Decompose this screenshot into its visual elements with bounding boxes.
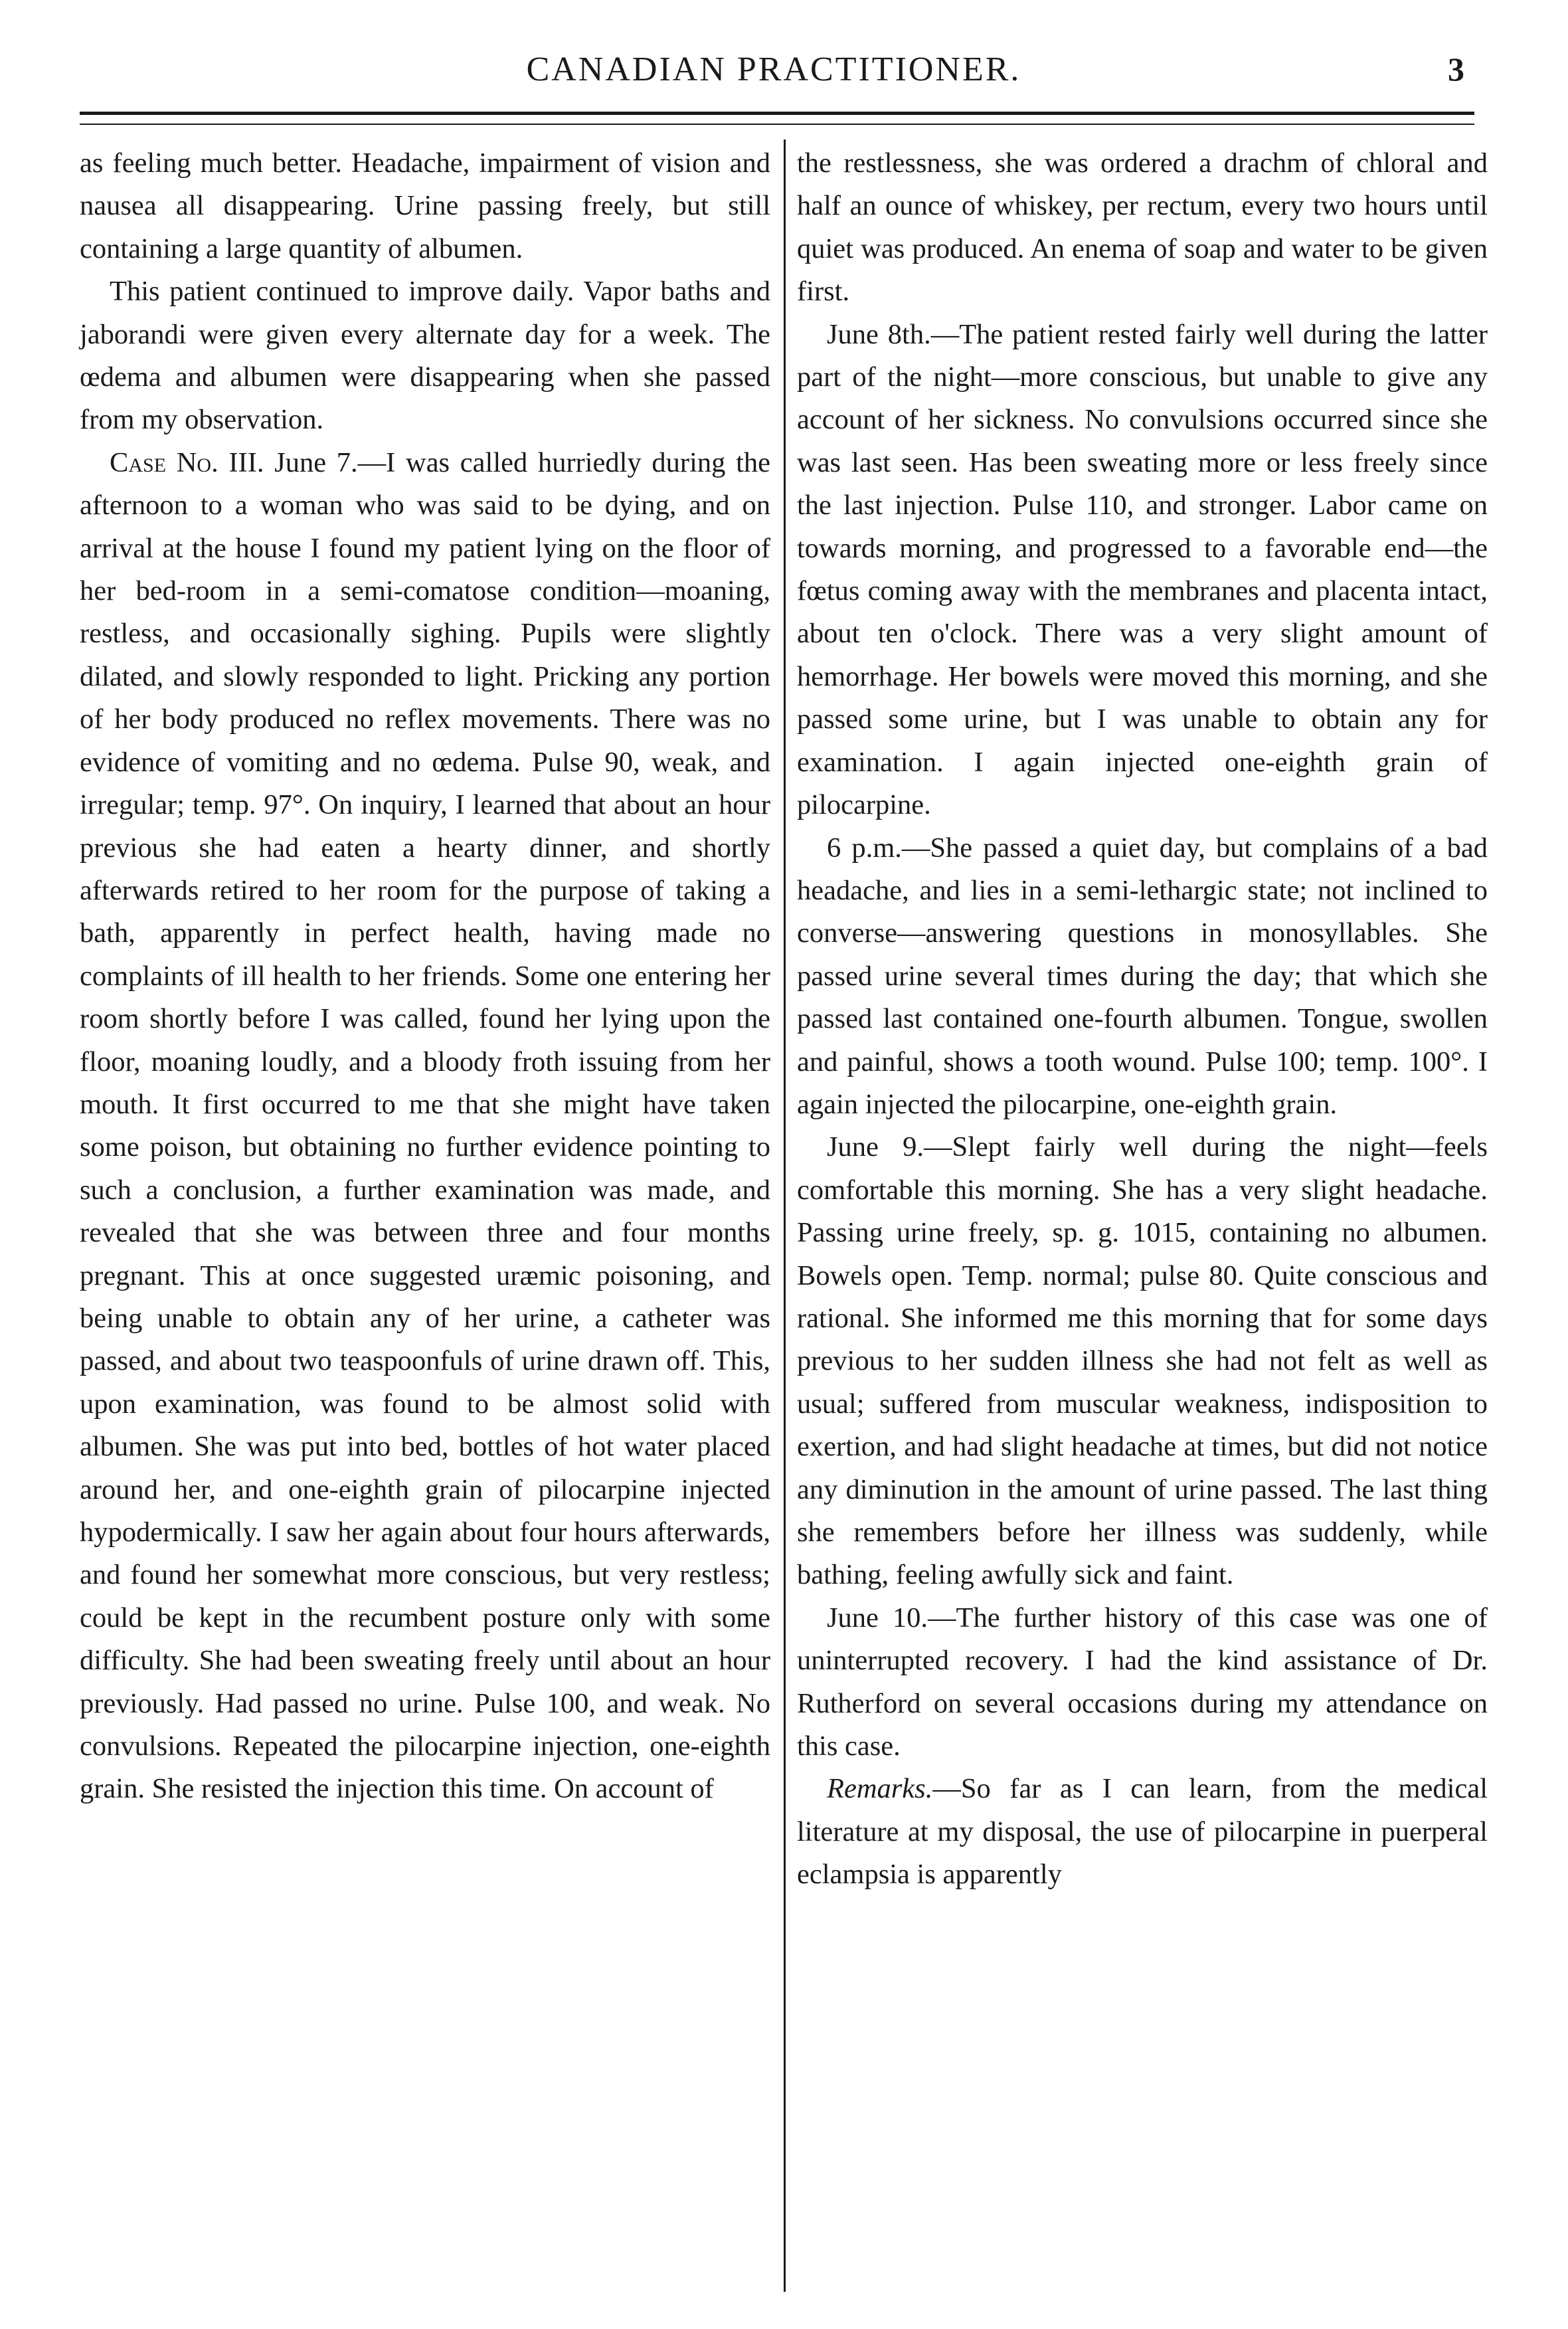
case-three-text: June 7.—I was called hurriedly during the afternoon to a woman who was said to be dying, and on arrival at the house I found my patient lying on the floor of her bed-room in a semi-comatose condition—moaning, restless, and occasionally sighing. Pupils were slightly dilated, and slowly responded to light. Pricking any portion of her body produced no reflex movements. There was no evidence of vomiting and no œdema. Pulse 90, weak, and irregular; temp. 97°. On inquiry, I learned that about an hour previous she had eaten a hearty dinner, and shortly afterwards retired to her room for the purpose of taking a bath, apparently in perfect health, having made no complaints of ill health to her friends. Some one entering her room shortly before I was called, found her lying upon the floor, moaning loudly, and a bloody froth issuing from her mouth. It first occurred to me that she might have taken some poison, but obtaining no further evidence pointing to such a conclusion, a further examination was made, and revealed that she was between three and four months pregnant. This at once suggested uræmic poisoning, and being unable to obtain any of her urine, a catheter was passed, and about two teaspoonfuls of urine drawn off. This, upon examination, was found to be almost solid with albumen. She was put into bed, bottles of hot water placed around her, and one-eighth grain of pilocarpine injected hypodermically. I saw her again about four hours afterwards, and found her somewhat more conscious, but very restless; could be kept in the recumbent posture only with some difficulty. She had been sweating freely until about an hour previously. Had passed no urine. Pulse 100, and weak. No convulsions. Repeated the pilocarpine injection, one-eighth grain. She resisted the injection this time. On account of <box>80 446 770 1805</box>
paragraph-june-9: June 9.—Slept fairly well during the night—feels comfortable this morning. She has a very slight headache. Passing urine freely, sp. g. 1015, containing no albumen. Bowels open. Temp. normal; pulse 80. Quite conscious and rational. She informed me this morning that for some days previous to her sudden illness she had not felt as well as usual; suffered from muscular weakness, indisposition to exertion, and had slight headache at times, but did not notice any diminution in the amount of urine passed. The last thing she remembers before her illness was suddenly, while bathing, feeling awfully sick and faint. <box>797 1131 1488 1591</box>
left-column <box>80 142 770 1811</box>
column-divider <box>784 140 786 2292</box>
header-rule-thin <box>80 124 1474 125</box>
paragraph-restlessness: the restlessness, she was ordered a drachm of chloral and half an ounce of whiskey, per rectum, every two hours until quiet was produced. An enema of soap and water to be given first. <box>797 147 1488 308</box>
case-label: Case No. III. <box>110 446 264 478</box>
page-header <box>76 37 1471 110</box>
paragraph-continuation: as feeling much better. Headache, impairment of vision and nausea all disappearing. Urine passing freely, but still containing a large quantity of albumen. <box>80 147 770 264</box>
paragraph-remarks <box>797 1768 1488 1896</box>
paragraph-case-three <box>80 442 770 1811</box>
remarks-label: Remarks. <box>827 1773 933 1805</box>
paragraph-june-8: June 8th.—The patient rested fairly well during the latter part of the night—more conscious, but unable to give any account of her sickness. No convulsions occurred since she was last seen. Has been sweating more or less freely since the last injection. Pulse 110, and stronger. Labor came on towards morning, and progressed to a favorable end—the fœtus coming away with the membranes and placenta intact, about ten o'clock. There was a very slight amount of hemorrhage. Her bowels were moved this morning, and she passed some urine, but I was unable to obtain any for examination. I again injected one-eighth grain of pilocarpine. <box>797 318 1488 821</box>
running-title: CANADIAN PRACTITIONER. <box>526 50 1021 88</box>
remarks-text: —So far as I can learn, from the medical literature at my disposal, the use of pilocarpine in puerperal eclampsia is apparently <box>797 1773 1488 1891</box>
paragraph-patient-improvement: This patient continued to improve daily. Vapor baths and jaborandi were given every alternate day for a week. The œdema and albumen were disappearing when she passed from my observation. <box>80 276 770 436</box>
paragraph-june-10: June 10.—The further history of this case was one of uninterrupted recovery. I had the kind assistance of Dr. Rutherford on several occasions during my attendance on this case. <box>797 1602 1488 1762</box>
page-number: 3 <box>1448 50 1464 88</box>
paragraph-6pm: 6 p.m.—She passed a quiet day, but complains of a bad headache, and lies in a semi-lethargic state; not inclined to converse—answering questions in monosyllables. She passed urine several times during the day; that which she passed last contained one-fourth albumen. Tongue, swollen and painful, shows a tooth wound. Pulse 100; temp. 100°. I again injected the pilocarpine, one-eighth grain. <box>797 832 1488 1120</box>
header-rule-thick <box>80 112 1474 115</box>
right-column <box>797 142 1488 1897</box>
